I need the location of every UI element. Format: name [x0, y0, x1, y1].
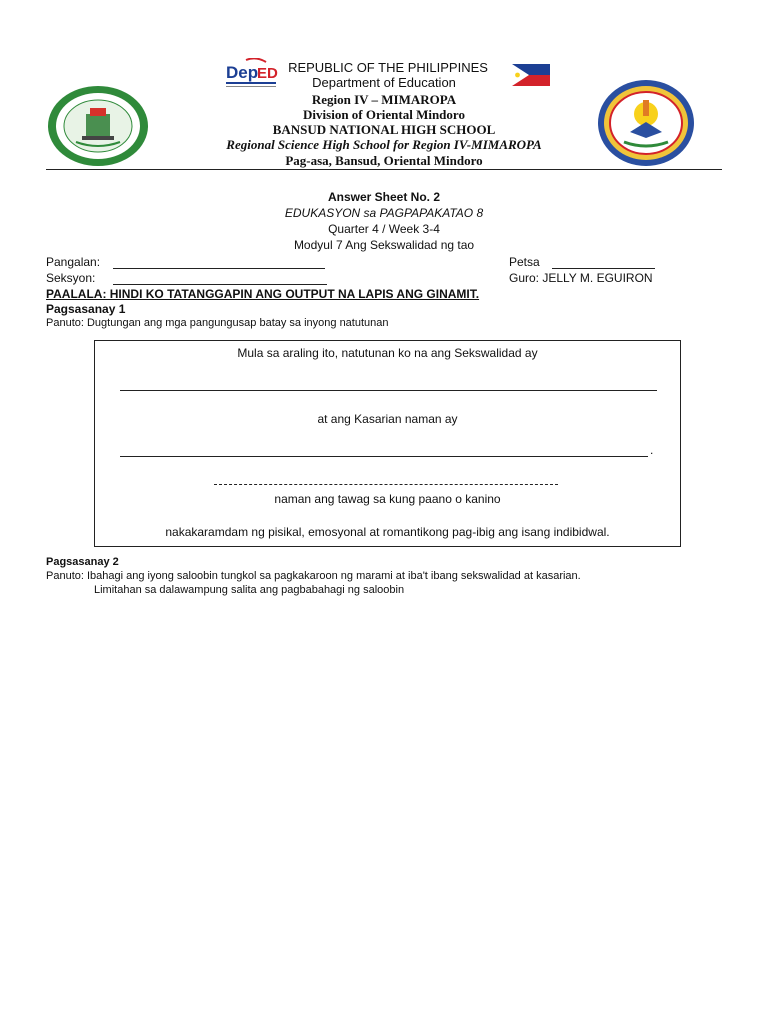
pangalan-label: Pangalan: [46, 255, 101, 269]
term-answer-line[interactable] [214, 484, 558, 485]
box-line-1: Mula sa araling ito, natutunan ko na ang Sekswalidad ay [237, 346, 538, 360]
sekswalidad-answer-line[interactable] [120, 390, 657, 391]
pangalan-field[interactable] [113, 268, 325, 269]
kasarian-period: . [650, 443, 654, 457]
kasarian-answer-line[interactable] [120, 456, 648, 457]
pagsasanay-2-instruction-1: Panuto: Ibahagi ang iyong saloobin tungkol sa pagkakaroon ng marami at iba't ibang sekswalidad at kasarian. [46, 570, 581, 582]
division-heading: Division of Oriental Mindoro [303, 107, 465, 122]
answer-box [94, 340, 681, 547]
quarter-title: Quarter 4 / Week 3-4 [328, 222, 440, 236]
paalala-notice: PAALALA: HINDI KO TATANGGAPIN ANG OUTPUT NA LAPIS ANG GINAMIT. [46, 287, 480, 301]
seksyon-label: Seksyon: [46, 271, 96, 285]
svg-text:Dep: Dep [226, 63, 259, 82]
box-line-3: naman ang tawag sa kung paano o kanino [274, 492, 501, 506]
guro-label: Guro: JELLY M. EGUIRON [509, 271, 653, 285]
school-heading: BANSUD NATIONAL HIGH SCHOOL [272, 122, 496, 137]
school-subtitle: Regional Science High School for Region IV-MIMAROPA [226, 137, 542, 152]
module-title: Modyul 7 Ang Sekswalidad ng tao [293, 238, 475, 252]
pagsasanay-2-instruction-2: Limitahan sa dalawampung salita ang pagbabahagi ng saloobin [94, 584, 405, 596]
svg-text:ED: ED [257, 65, 278, 82]
department-heading: Department of Education [312, 75, 456, 90]
petsa-field[interactable] [552, 268, 655, 269]
header-divider [46, 169, 722, 170]
box-line-2: at ang Kasarian naman ay [317, 412, 458, 426]
region-heading: Region IV – MIMAROPA [311, 92, 457, 107]
pagsasanay-1-instruction: Panuto: Dugtungan ang mga pangungusap batay sa inyong natutunan [46, 317, 389, 329]
school-address: Pag-asa, Bansud, Oriental Mindoro [285, 153, 483, 168]
republic-heading: REPUBLIC OF THE PHILIPPINES [288, 60, 488, 75]
box-line-4: nakakaramdam ng pisikal, emosyonal at romantikong pag-ibig ang isang indibidwal. [165, 525, 610, 539]
pagsasanay-2-heading: Pagsasanay 2 [46, 556, 119, 568]
answer-sheet-title: Answer Sheet No. 2 [327, 190, 441, 204]
pagsasanay-1-heading: Pagsasanay 1 [46, 302, 126, 316]
petsa-label: Petsa [509, 255, 540, 269]
subject-title: EDUKASYON sa PAGPAPAKATAO 8 [284, 206, 484, 220]
seksyon-field[interactable] [113, 284, 327, 285]
